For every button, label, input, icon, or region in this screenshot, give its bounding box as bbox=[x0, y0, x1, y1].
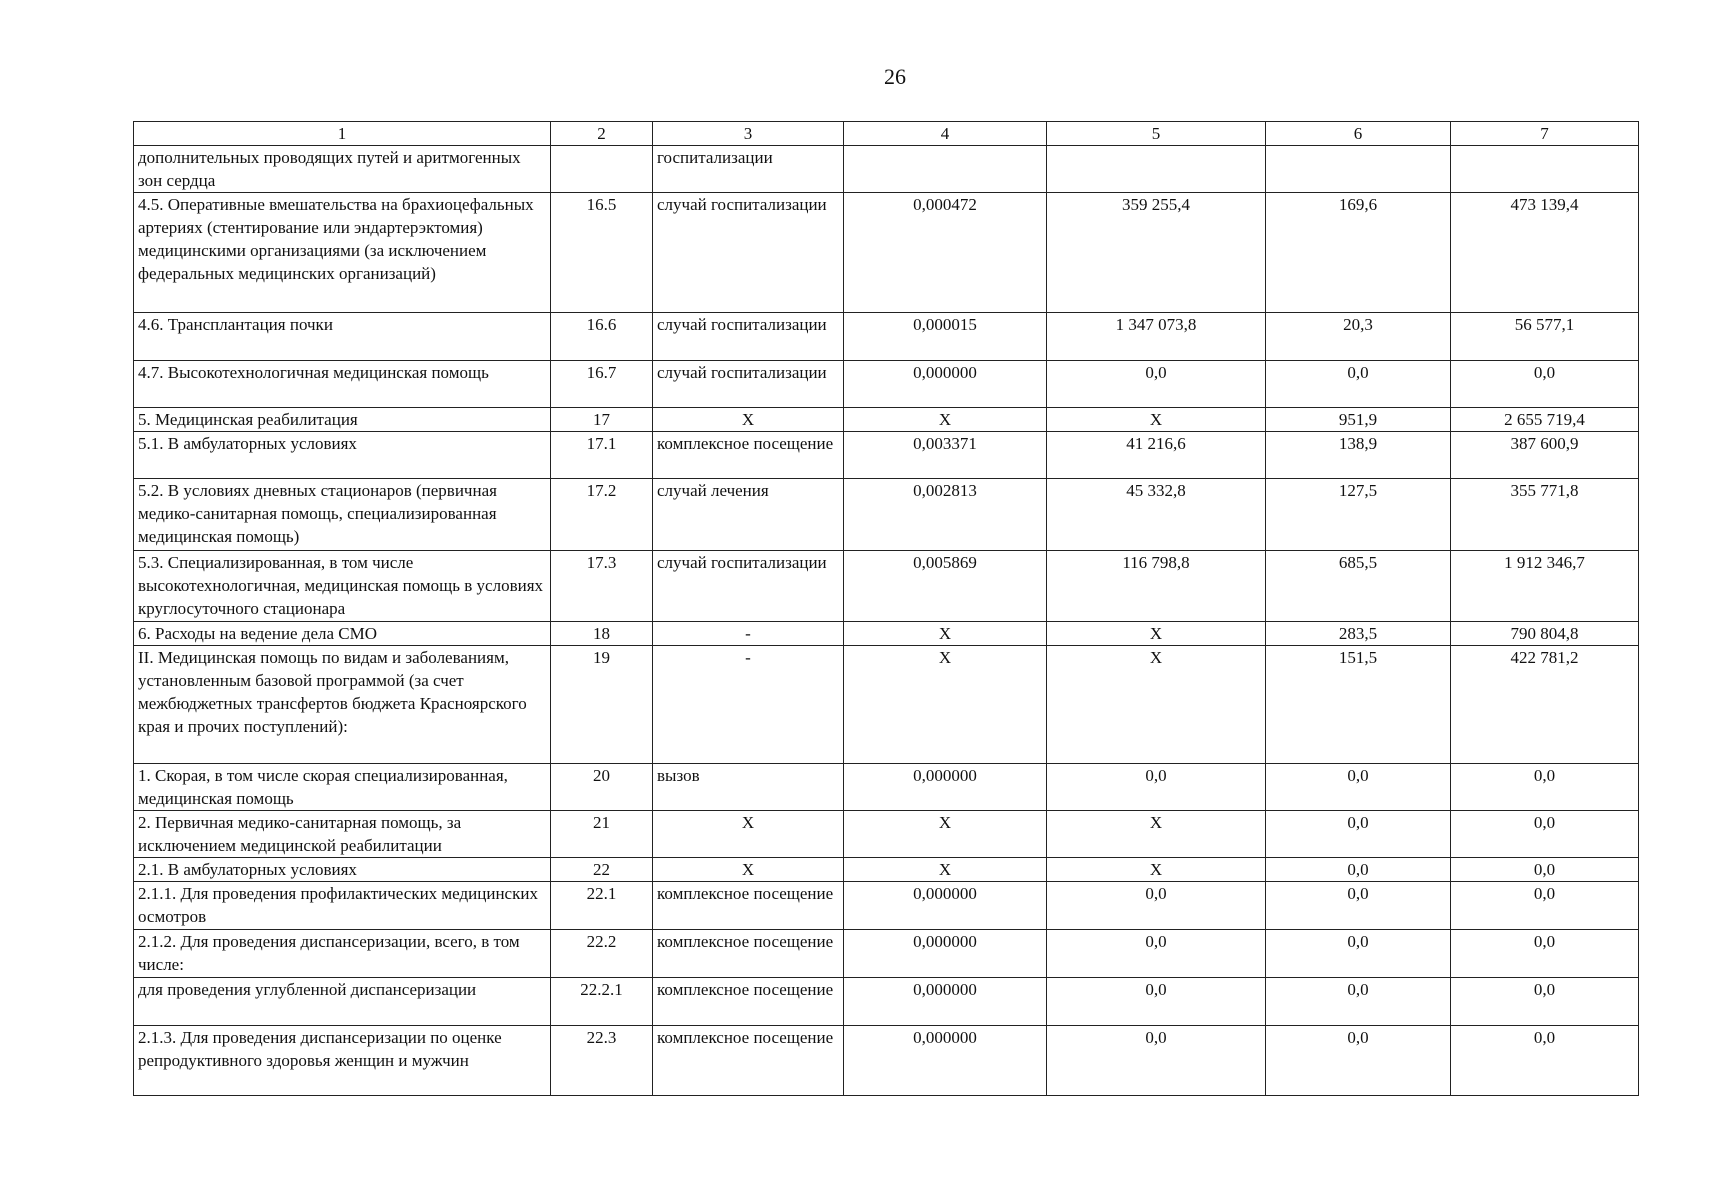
table-row bbox=[134, 146, 1639, 193]
unit-of-measure: - bbox=[653, 622, 844, 646]
volume-value: 0,003371 bbox=[844, 432, 1047, 479]
volume-value: 0,002813 bbox=[844, 479, 1047, 551]
unit-of-measure: случай госпитализации bbox=[653, 193, 844, 313]
volume-value: 0,005869 bbox=[844, 551, 1047, 622]
table-body bbox=[134, 146, 1639, 1096]
row-description: 4.6. Трансплантация почки bbox=[134, 313, 551, 361]
row-number: 21 bbox=[551, 811, 653, 858]
per-capita-value: 0,0 bbox=[1266, 930, 1451, 978]
unit-of-measure: вызов bbox=[653, 764, 844, 811]
unit-of-measure: - bbox=[653, 646, 844, 764]
column-header: 5 bbox=[1047, 122, 1266, 146]
cost-value: 0,0 bbox=[1047, 882, 1266, 930]
per-capita-value bbox=[1266, 146, 1451, 193]
cost-value: 45 332,8 bbox=[1047, 479, 1266, 551]
unit-of-measure: комплексное посещение bbox=[653, 930, 844, 978]
per-capita-value: 0,0 bbox=[1266, 978, 1451, 1026]
row-number: 22.1 bbox=[551, 882, 653, 930]
cost-value: Х bbox=[1047, 622, 1266, 646]
unit-of-measure: комплексное посещение bbox=[653, 978, 844, 1026]
table-row bbox=[134, 811, 1639, 858]
table-row bbox=[134, 361, 1639, 408]
table-row bbox=[134, 764, 1639, 811]
row-number: 22 bbox=[551, 858, 653, 882]
per-capita-value: 0,0 bbox=[1266, 1026, 1451, 1096]
cost-value: 359 255,4 bbox=[1047, 193, 1266, 313]
cost-value: 116 798,8 bbox=[1047, 551, 1266, 622]
unit-of-measure: Х bbox=[653, 811, 844, 858]
row-description: 2.1.2. Для проведения диспансеризации, всего, в том числе: bbox=[134, 930, 551, 978]
unit-of-measure: случай госпитализации bbox=[653, 313, 844, 361]
total-value: 422 781,2 bbox=[1451, 646, 1639, 764]
volume-value: Х bbox=[844, 811, 1047, 858]
table-row bbox=[134, 193, 1639, 313]
per-capita-value: 0,0 bbox=[1266, 858, 1451, 882]
row-number: 20 bbox=[551, 764, 653, 811]
table-row bbox=[134, 313, 1639, 361]
unit-of-measure: случай лечения bbox=[653, 479, 844, 551]
volume-value: Х bbox=[844, 408, 1047, 432]
total-value: 790 804,8 bbox=[1451, 622, 1639, 646]
total-value: 0,0 bbox=[1451, 361, 1639, 408]
table-row bbox=[134, 882, 1639, 930]
row-description: дополнительных проводящих путей и аритмогенных зон сердца bbox=[134, 146, 551, 193]
per-capita-value: 0,0 bbox=[1266, 361, 1451, 408]
row-number: 16.7 bbox=[551, 361, 653, 408]
volume-value: 0,000000 bbox=[844, 764, 1047, 811]
table-row bbox=[134, 646, 1639, 764]
row-description: II. Медицинская помощь по видам и заболеваниям, установленным базовой программой (за счет межбюджетных трансфертов бюджета Красноярского края и прочих поступлений): bbox=[134, 646, 551, 764]
total-value: 1 912 346,7 bbox=[1451, 551, 1639, 622]
row-description: 1. Скорая, в том числе скорая специализированная, медицинская помощь bbox=[134, 764, 551, 811]
cost-value: Х bbox=[1047, 646, 1266, 764]
cost-value: 0,0 bbox=[1047, 361, 1266, 408]
total-value: 56 577,1 bbox=[1451, 313, 1639, 361]
row-description: 6. Расходы на ведение дела СМО bbox=[134, 622, 551, 646]
per-capita-value: 151,5 bbox=[1266, 646, 1451, 764]
total-value: 0,0 bbox=[1451, 930, 1639, 978]
unit-of-measure: комплексное посещение bbox=[653, 882, 844, 930]
row-number: 16.5 bbox=[551, 193, 653, 313]
row-number bbox=[551, 146, 653, 193]
row-description: 4.7. Высокотехнологичная медицинская помощь bbox=[134, 361, 551, 408]
cost-value bbox=[1047, 146, 1266, 193]
row-description: 5. Медицинская реабилитация bbox=[134, 408, 551, 432]
row-number: 18 bbox=[551, 622, 653, 646]
page-number: 26 bbox=[884, 64, 906, 89]
cost-value: 0,0 bbox=[1047, 930, 1266, 978]
cost-value: 1 347 073,8 bbox=[1047, 313, 1266, 361]
volume-value: Х bbox=[844, 858, 1047, 882]
per-capita-value: 169,6 bbox=[1266, 193, 1451, 313]
total-value: 2 655 719,4 bbox=[1451, 408, 1639, 432]
row-description: 2.1.1. Для проведения профилактических медицинских осмотров bbox=[134, 882, 551, 930]
row-description: 5.1. В амбулаторных условиях bbox=[134, 432, 551, 479]
column-header: 1 bbox=[134, 122, 551, 146]
total-value: 0,0 bbox=[1451, 764, 1639, 811]
total-value: 0,0 bbox=[1451, 978, 1639, 1026]
table-header-row bbox=[134, 122, 1639, 146]
per-capita-value: 951,9 bbox=[1266, 408, 1451, 432]
total-value: 0,0 bbox=[1451, 811, 1639, 858]
table-row bbox=[134, 1026, 1639, 1096]
cost-value: Х bbox=[1047, 408, 1266, 432]
total-value: 387 600,9 bbox=[1451, 432, 1639, 479]
volume-value: 0,000000 bbox=[844, 361, 1047, 408]
total-value: 0,0 bbox=[1451, 1026, 1639, 1096]
table-row bbox=[134, 978, 1639, 1026]
row-description: 5.2. В условиях дневных стационаров (первичная медико-санитарная помощь, специализированная медицинская помощь) bbox=[134, 479, 551, 551]
per-capita-value: 0,0 bbox=[1266, 811, 1451, 858]
row-description: 5.3. Специализированная, в том числе высокотехнологичная, медицинская помощь в условиях круглосуточного стационара bbox=[134, 551, 551, 622]
per-capita-value: 138,9 bbox=[1266, 432, 1451, 479]
row-number: 17.2 bbox=[551, 479, 653, 551]
total-value: 0,0 bbox=[1451, 882, 1639, 930]
row-number: 19 bbox=[551, 646, 653, 764]
row-number: 22.3 bbox=[551, 1026, 653, 1096]
unit-of-measure: случай госпитализации bbox=[653, 551, 844, 622]
total-value: 473 139,4 bbox=[1451, 193, 1639, 313]
row-description: 4.5. Оперативные вмешательства на брахиоцефальных артериях (стентирование или эндартерэктомия) медицинскими организациями (за исключением федеральных медицинских организаций) bbox=[134, 193, 551, 313]
volume-value: 0,000472 bbox=[844, 193, 1047, 313]
table-row bbox=[134, 408, 1639, 432]
row-description: для проведения углубленной диспансеризации bbox=[134, 978, 551, 1026]
unit-of-measure: Х bbox=[653, 858, 844, 882]
volume-value: Х bbox=[844, 646, 1047, 764]
per-capita-value: 20,3 bbox=[1266, 313, 1451, 361]
volume-value bbox=[844, 146, 1047, 193]
volume-value: 0,000000 bbox=[844, 978, 1047, 1026]
unit-of-measure: госпитализации bbox=[653, 146, 844, 193]
total-value: 355 771,8 bbox=[1451, 479, 1639, 551]
volume-value: 0,000000 bbox=[844, 1026, 1047, 1096]
volume-value: 0,000000 bbox=[844, 882, 1047, 930]
row-number: 22.2.1 bbox=[551, 978, 653, 1026]
document-table bbox=[133, 121, 1639, 1096]
volume-value: 0,000015 bbox=[844, 313, 1047, 361]
volume-value: Х bbox=[844, 622, 1047, 646]
row-description: 2.1. В амбулаторных условиях bbox=[134, 858, 551, 882]
per-capita-value: 127,5 bbox=[1266, 479, 1451, 551]
table-row bbox=[134, 551, 1639, 622]
row-description: 2.1.3. Для проведения диспансеризации по оценке репродуктивного здоровья женщин и мужчин bbox=[134, 1026, 551, 1096]
unit-of-measure: Х bbox=[653, 408, 844, 432]
cost-value: 0,0 bbox=[1047, 1026, 1266, 1096]
unit-of-measure: случай госпитализации bbox=[653, 361, 844, 408]
cost-value: 41 216,6 bbox=[1047, 432, 1266, 479]
table-row bbox=[134, 930, 1639, 978]
table-row bbox=[134, 858, 1639, 882]
table-row bbox=[134, 432, 1639, 479]
column-header: 7 bbox=[1451, 122, 1639, 146]
volume-value: 0,000000 bbox=[844, 930, 1047, 978]
cost-value: 0,0 bbox=[1047, 978, 1266, 1026]
per-capita-value: 0,0 bbox=[1266, 764, 1451, 811]
table-row bbox=[134, 622, 1639, 646]
row-number: 17.3 bbox=[551, 551, 653, 622]
row-description: 2. Первичная медико-санитарная помощь, за исключением медицинской реабилитации bbox=[134, 811, 551, 858]
row-number: 16.6 bbox=[551, 313, 653, 361]
column-header: 3 bbox=[653, 122, 844, 146]
row-number: 22.2 bbox=[551, 930, 653, 978]
total-value: 0,0 bbox=[1451, 858, 1639, 882]
unit-of-measure: комплексное посещение bbox=[653, 432, 844, 479]
unit-of-measure: комплексное посещение bbox=[653, 1026, 844, 1096]
per-capita-value: 685,5 bbox=[1266, 551, 1451, 622]
cost-value: Х bbox=[1047, 811, 1266, 858]
table-row bbox=[134, 479, 1639, 551]
column-header: 6 bbox=[1266, 122, 1451, 146]
cost-value: Х bbox=[1047, 858, 1266, 882]
cost-value: 0,0 bbox=[1047, 764, 1266, 811]
row-number: 17.1 bbox=[551, 432, 653, 479]
column-header: 2 bbox=[551, 122, 653, 146]
column-header: 4 bbox=[844, 122, 1047, 146]
row-number: 17 bbox=[551, 408, 653, 432]
total-value bbox=[1451, 146, 1639, 193]
per-capita-value: 0,0 bbox=[1266, 882, 1451, 930]
per-capita-value: 283,5 bbox=[1266, 622, 1451, 646]
